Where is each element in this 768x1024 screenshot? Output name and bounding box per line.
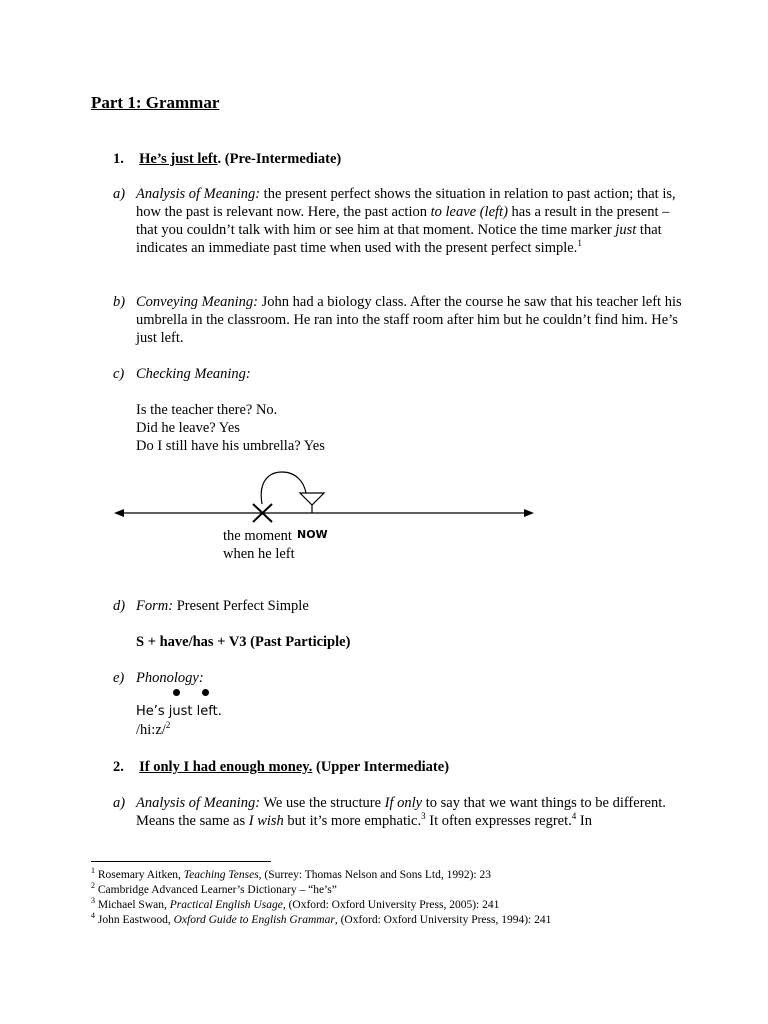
curved-arrow bbox=[261, 472, 306, 504]
item-label: a) bbox=[113, 186, 126, 202]
check-question: Is the teacher there? No. bbox=[136, 402, 278, 418]
moment-line: the moment bbox=[223, 528, 292, 544]
text: Present Perfect Simple bbox=[173, 598, 309, 614]
text-italic: I wish bbox=[248, 813, 284, 829]
phonology-ipa bbox=[136, 721, 170, 739]
footnote-1: $^1$ Rosemary Aitken, Teaching Tenses, (Surrey: Thomas Nelson and Sons Ltd, 1992): 23 bbox=[91, 866, 491, 881]
stress-dot bbox=[202, 689, 209, 696]
term: Analysis of Meaning: bbox=[136, 186, 261, 202]
section-2-a bbox=[113, 794, 693, 830]
section-1-a bbox=[113, 185, 693, 257]
term: Form: bbox=[136, 598, 174, 614]
text: It often expresses regret. bbox=[425, 813, 572, 829]
section-1-title: He’s just left bbox=[139, 151, 218, 167]
footnote-3: $^3$ Michael Swan, Practical English Usage, (Oxford: Oxford University Press, 2005): 241 bbox=[91, 896, 500, 911]
stress-dot bbox=[173, 689, 180, 696]
page-title: Part 1: Grammar bbox=[91, 93, 220, 112]
ipa-text: /hi:z/ bbox=[136, 722, 166, 738]
section-2-number: 2. bbox=[113, 759, 124, 775]
text: to say that we want things to be different. Means the same as bbox=[136, 795, 666, 829]
text: that indicates an immediate past time when used with the present perfect simple. bbox=[136, 222, 662, 256]
now-marker bbox=[300, 493, 324, 505]
section-1-number: 1. bbox=[113, 151, 124, 167]
footnote-4: $^4$ John Eastwood, Oxford Guide to English Grammar, (Oxford: Oxford University Press, 1994): 241 bbox=[91, 911, 552, 926]
text: In bbox=[576, 813, 592, 829]
footnote-separator bbox=[91, 861, 271, 862]
footnote-2: $^2$ Cambridge Advanced Learner’s Dictionary – “he’s” bbox=[91, 881, 337, 896]
section-1-heading bbox=[113, 150, 341, 168]
phonology-sentence: He’s just left. bbox=[136, 704, 222, 719]
timeline-diagram bbox=[0, 460, 768, 540]
text: but it’s more emphatic. bbox=[283, 813, 422, 829]
item-label: b) bbox=[113, 294, 126, 310]
form-formula: S + have/has + V3 (Past Participle) bbox=[136, 634, 351, 650]
timeline-arrow-left bbox=[114, 509, 124, 517]
text: has a result in the present – that you couldn’t talk with him or see him at that moment. Notice the time marker bbox=[136, 204, 670, 238]
section-2-title: If only I had enough money. bbox=[139, 759, 313, 775]
text-italic: If only bbox=[384, 795, 423, 811]
section-1-c bbox=[113, 365, 693, 383]
text: the present perfect shows the situation in relation to past action; that is, how the past is relevant now. Here, the past action bbox=[136, 186, 676, 220]
text: John had a biology class. After the course he saw that his teacher left his umbrella in the classroom. He ran into the staff room after him but he couldn’t find him. He’s just left. bbox=[136, 294, 682, 346]
term: Checking Meaning: bbox=[136, 366, 251, 382]
footnote-ref: 2 bbox=[165, 720, 171, 731]
text-italic: to leave (left) bbox=[430, 204, 508, 220]
section-1-e bbox=[113, 669, 693, 687]
term: Conveying Meaning: bbox=[136, 294, 259, 310]
timeline-label-moment bbox=[223, 527, 295, 563]
section-1-level: . (Pre-Intermediate) bbox=[217, 151, 342, 167]
footnote-ref: 1 bbox=[577, 238, 582, 249]
section-2-heading bbox=[113, 758, 449, 776]
footnote-ref: 4 bbox=[571, 811, 577, 822]
check-question: Did he leave? Yes bbox=[136, 420, 240, 436]
section-1-b bbox=[113, 293, 693, 347]
term: Analysis of Meaning: bbox=[136, 795, 261, 811]
footnote-ref: 3 bbox=[421, 811, 426, 822]
item-label: d) bbox=[113, 598, 126, 614]
item-label: c) bbox=[113, 366, 125, 382]
section-1-d bbox=[113, 597, 693, 615]
item-label: e) bbox=[113, 670, 125, 686]
check-question: Do I still have his umbrella? Yes bbox=[136, 438, 325, 454]
timeline-label-now: NOW bbox=[295, 526, 330, 544]
section-2-level: (Upper Intermediate) bbox=[312, 759, 450, 775]
moment-line: when he left bbox=[223, 546, 295, 562]
text: We use the structure bbox=[260, 795, 385, 811]
term: Phonology: bbox=[136, 670, 204, 686]
text-italic: just bbox=[615, 222, 637, 238]
item-label: a) bbox=[113, 795, 126, 811]
timeline-arrow-right bbox=[524, 509, 534, 517]
